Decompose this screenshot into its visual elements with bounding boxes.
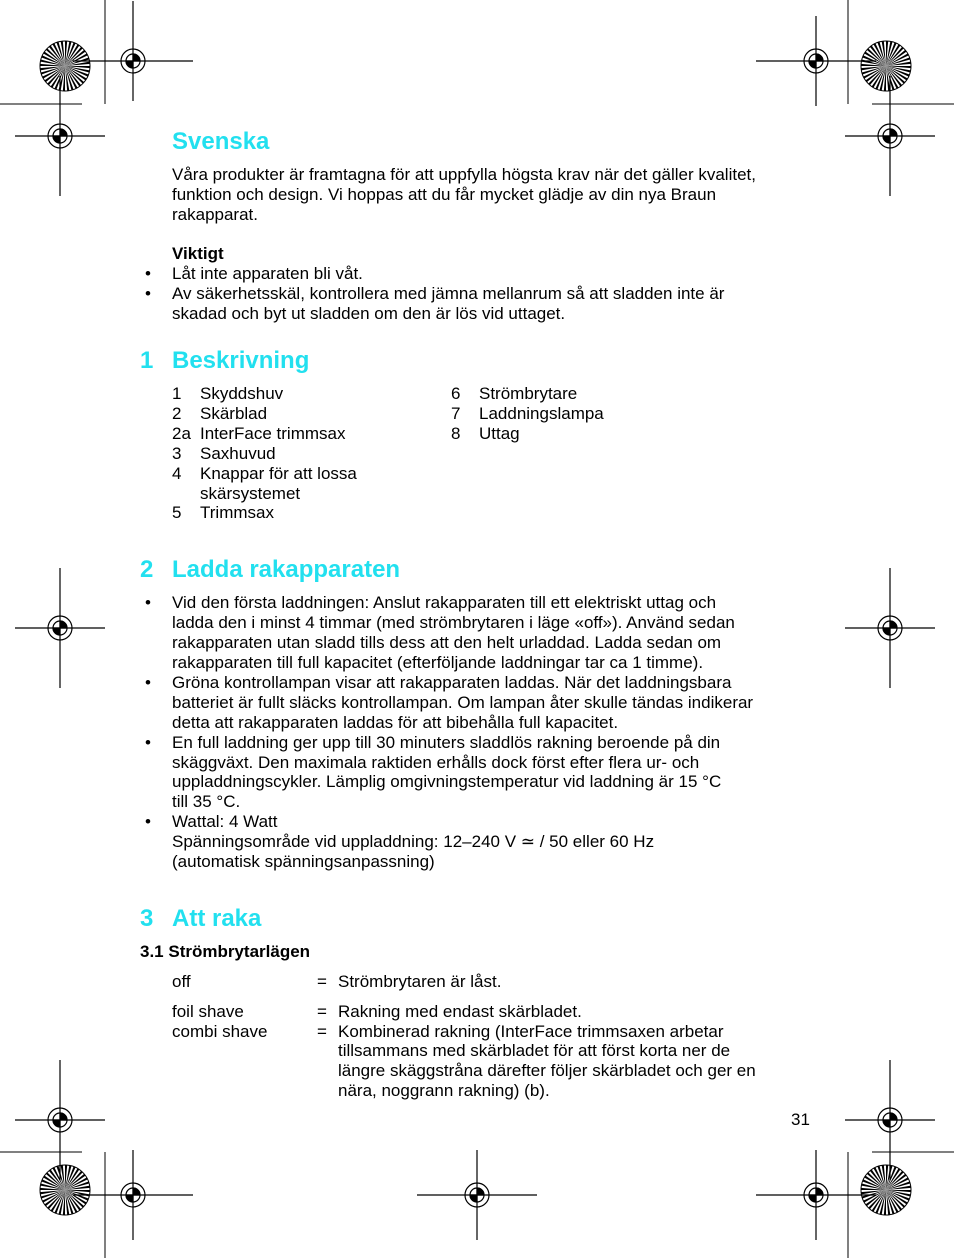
- part-label: skärsystemet: [200, 484, 301, 503]
- part-number: 8: [451, 424, 461, 443]
- charging-line: till 35 °C.: [172, 792, 241, 811]
- viktigt-bullet-line: skadad och byt ut sladden om den är lös vid uttaget.: [172, 304, 566, 323]
- charging-line: Spänningsområde vid uppladdning: 12–240 V ≃ / 50 eller 60 Hz: [172, 832, 655, 851]
- part-number: 2a: [172, 424, 191, 443]
- mode-desc: Strömbrytaren är låst.: [338, 972, 502, 991]
- charging-line: skäggväxt. Den maximala raktiden erhålls dock först efter flera ur- och: [172, 753, 700, 772]
- charging-line: (automatisk spänningsanpassning): [172, 852, 435, 871]
- mode-desc: Rakning med endast skärbladet.: [338, 1002, 582, 1021]
- mode-desc: nära, noggrann rakning) (b).: [338, 1081, 550, 1100]
- starburst-target-icon: [861, 1165, 911, 1215]
- section-2-title: Ladda rakapparaten: [172, 556, 401, 583]
- starburst-target-icon: [40, 1165, 90, 1215]
- mode-key: foil shave: [172, 1002, 244, 1021]
- part-number: 7: [451, 404, 461, 423]
- mode-desc: tillsammans med skärbladet för att först korta ner de: [338, 1041, 731, 1060]
- part-label: Uttag: [479, 424, 520, 443]
- page-number: 31: [791, 1110, 810, 1129]
- charging-line: En full laddning ger upp till 30 minuters sladdlös rakning beroende på din: [172, 733, 721, 752]
- subsection-title: 3.1 Strömbrytarlägen: [140, 942, 311, 961]
- bullet-icon: •: [145, 593, 151, 612]
- part-label: Skärblad: [200, 404, 268, 423]
- charging-line: rakapparaten utan sladd tills dess att den helt urladdad. Ladda sedan om: [172, 633, 722, 652]
- charging-line: batteriet är fullt släcks kontrollampan. Om lampan åter skulle tändas indikerar: [172, 693, 754, 712]
- part-label: Strömbrytare: [479, 384, 578, 403]
- intro-line: Våra produkter är framtagna för att uppfylla högsta krav när det gäller kvalitet,: [172, 165, 756, 184]
- section-1-title: Beskrivning: [172, 347, 310, 374]
- charging-line: Wattal: 4 Watt: [172, 812, 278, 831]
- part-number: 2: [172, 404, 182, 423]
- charging-line: ladda den i minst 4 timmar (med strömbrytaren i läge «off»). Använd sedan: [172, 613, 735, 632]
- section-3-number: 3: [140, 905, 154, 932]
- viktigt-bullet-line: Av säkerhetsskäl, kontrollera med jämna mellanrum så att sladden inte är: [172, 284, 725, 303]
- charging-line: uppladdningscykler. Lämplig omgivningstemperatur vid laddning är 15 °C: [172, 772, 722, 791]
- part-label: Saxhuvud: [200, 444, 276, 463]
- part-number: 1: [172, 384, 182, 403]
- heading-svenska: Svenska: [172, 128, 270, 155]
- part-number: 5: [172, 503, 182, 522]
- section-1-number: 1: [140, 347, 154, 374]
- part-number: 4: [172, 464, 182, 483]
- part-label: Knappar för att lossa: [200, 464, 357, 483]
- bullet-icon: •: [145, 264, 151, 283]
- bullet-icon: •: [145, 673, 151, 692]
- mode-eq: =: [317, 1022, 327, 1041]
- intro-line: rakapparat.: [172, 205, 258, 224]
- mode-desc: längre skäggstråna därefter följer skärbladet och ger en: [338, 1061, 756, 1080]
- mode-eq: =: [317, 1002, 327, 1021]
- mode-key: combi shave: [172, 1022, 268, 1041]
- charging-line: Vid den första laddningen: Anslut rakapparaten till ett elektriskt uttag och: [172, 593, 717, 612]
- section-3-title: Att raka: [172, 905, 262, 932]
- part-label: Skyddshuv: [200, 384, 284, 403]
- part-number: 6: [451, 384, 461, 403]
- charging-line: rakapparaten till full kapacitet (efterföljande laddningar tar ca 1 timme).: [172, 653, 704, 672]
- mode-key: off: [172, 972, 191, 991]
- viktigt-title: Viktigt: [172, 244, 224, 263]
- charging-line: Gröna kontrollampan visar att rakapparaten laddas. När det laddningsbara: [172, 673, 732, 692]
- section-2-number: 2: [140, 556, 154, 583]
- bullet-icon: •: [145, 284, 151, 303]
- viktigt-bullet-line: Låt inte apparaten bli våt.: [172, 264, 363, 283]
- bullet-icon: •: [145, 733, 151, 752]
- mode-eq: =: [317, 972, 327, 991]
- part-label: Laddningslampa: [479, 404, 604, 423]
- intro-line: funktion och design. Vi hoppas att du får mycket glädje av din nya Braun: [172, 185, 717, 204]
- part-label: Trimmsax: [200, 503, 274, 522]
- bullet-icon: •: [145, 812, 151, 831]
- part-number: 3: [172, 444, 182, 463]
- starburst-target-icon: [861, 41, 911, 91]
- starburst-target-icon: [40, 41, 90, 91]
- mode-desc: Kombinerad rakning (InterFace trimmsaxen arbetar: [338, 1022, 724, 1041]
- part-label: InterFace trimmsax: [200, 424, 346, 443]
- charging-line: detta att rakapparaten laddas för att bibehålla full kapacitet.: [172, 713, 619, 732]
